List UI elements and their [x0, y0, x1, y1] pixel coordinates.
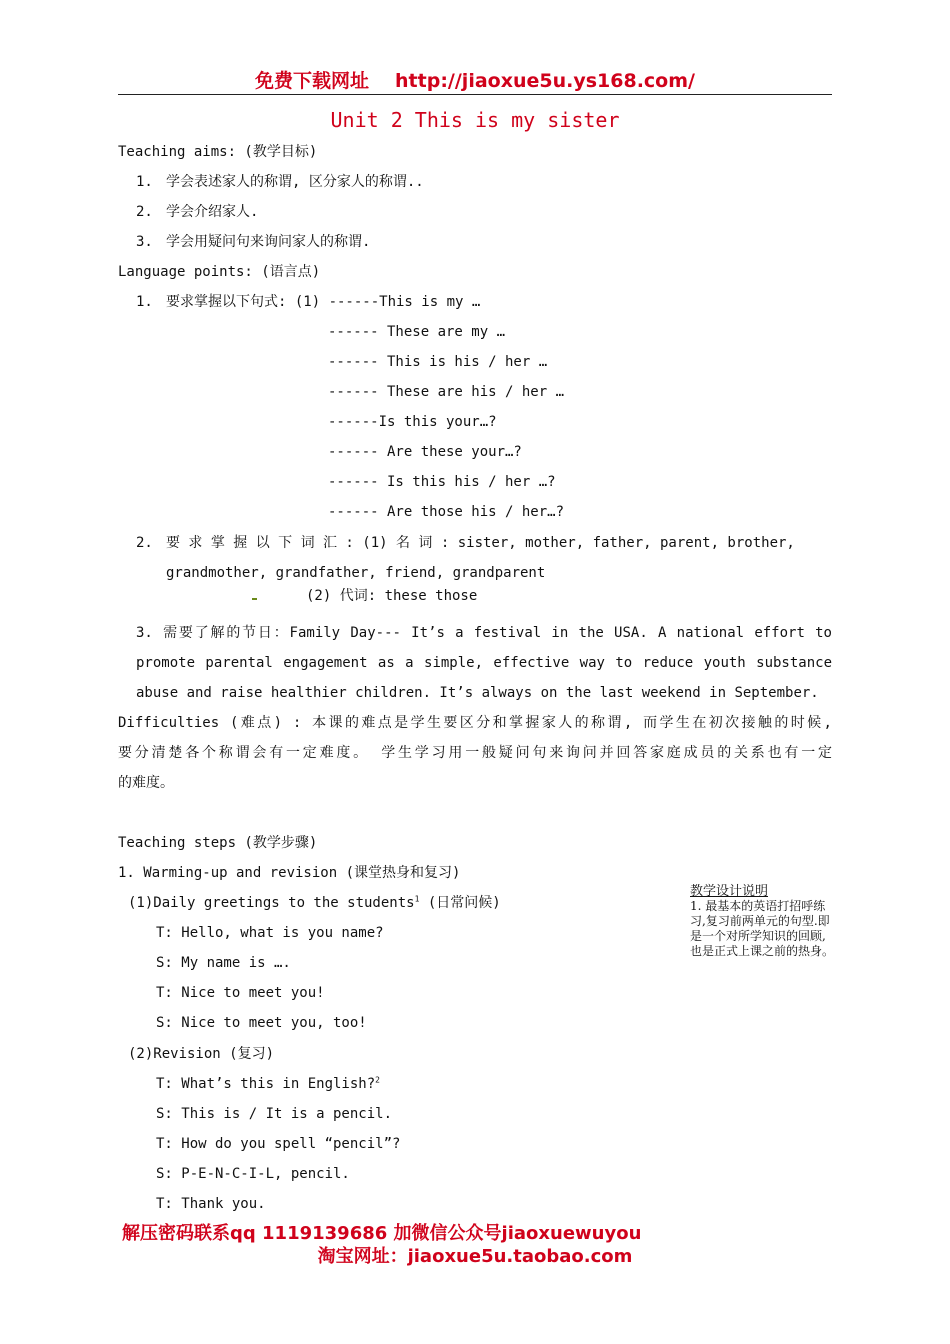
aims-item-3: 3. 学会用疑问句来询问家人的称谓. — [136, 234, 371, 250]
sub-revision: (2)Revision (复习) — [128, 1046, 275, 1062]
header-divider — [118, 94, 832, 95]
dialog-line: S: P-E-N-C-I-L, pencil. — [156, 1166, 350, 1182]
points-heading: Language points: (语言点) — [118, 264, 321, 280]
footer-shop-link[interactable]: 淘宝网址：jiaoxue5u.taobao.com — [317, 1246, 633, 1267]
aims-heading: Teaching aims: (教学目标) — [118, 144, 318, 160]
footer-contact: 解压密码联系qq 1119139686 加微信公众号jiaoxuewuyou — [122, 1223, 642, 1244]
page-title: Unit 2 This is my sister — [330, 108, 620, 132]
difficulties-line-3: 的难度。 — [118, 775, 174, 791]
header-label: 免费下载网址 — [255, 70, 370, 92]
dialog-line: S: This is / It is a pencil. — [156, 1106, 393, 1122]
header-url-link[interactable]: http://jiaoxue5u.ys168.com/ — [395, 70, 695, 92]
sidenote-title: 教学设计说明 — [690, 884, 769, 899]
aims-item-2: 2. 学会介绍家人. — [136, 204, 259, 220]
vocab-pronouns: (2) 代词: these those — [306, 588, 478, 604]
dialog-line: T: Nice to meet you! — [156, 985, 325, 1001]
footnote-mark: 2 — [375, 1075, 380, 1085]
dialog-line: T: Hello, what is you name? — [156, 925, 384, 941]
page-header — [0, 66, 950, 93]
festival-line-1: 3. 需要了解的节日：Family Day--- It’s a festival in the USA. A national effort to — [136, 625, 832, 641]
sentence-pattern: ------ Are those his / her…? — [328, 504, 565, 520]
step-warmup: 1. Warming-up and revision (课堂热身和复习) — [118, 865, 461, 881]
sentence-pattern: ------ This is his / her … — [328, 354, 548, 370]
dialog-line: S: My name is …. — [156, 955, 291, 971]
green-mark — [252, 598, 257, 600]
dialog-line: T: What’s this in English?$^2$ — [156, 1075, 380, 1092]
sentence-pattern: ------Is this your…? — [328, 414, 497, 430]
sentence-pattern: ------ Are these your…? — [328, 444, 522, 460]
vocab-nouns-cont: grandmother, grandfather, friend, grandparent — [166, 565, 546, 581]
difficulties-line-1: Difficulties (难点) : 本课的难点是学生要区分和掌握家人的称谓, 而学生在初次接触的时候, — [118, 715, 832, 731]
dialog-line: S: Nice to meet you, too! — [156, 1015, 367, 1031]
steps-heading: Teaching steps (教学步骤) — [118, 835, 318, 851]
points-item-2: 2. 要 求 掌 握 以 下 词 汇 : (1) 名 词 : sister, mother, father, parent, brother, — [136, 535, 795, 551]
sub-greetings: (1)Daily greetings to the students$^1$ (日常问候) — [128, 894, 501, 911]
sentence-pattern: ------ Is this his / her …? — [328, 474, 556, 490]
footnote-mark: 1 — [414, 894, 420, 904]
sentence-pattern: ------ These are his / her … — [328, 384, 565, 400]
sentence-pattern: ------ These are my … — [328, 324, 506, 340]
festival-line-3: abuse and raise healthier children. It’s always on the last weekend in September. — [136, 685, 819, 701]
sidenote-body: 1. 最基本的英语打招呼练习,复习前两单元的句型.即是一个对所学知识的回顾,也是正式上课之前的热身。 — [690, 899, 835, 958]
aims-item-1: 1. 学会表述家人的称谓, 区分家人的称谓.. — [136, 174, 424, 190]
dialog-line: T: How do you spell “pencil”? — [156, 1136, 401, 1152]
points-item-1: 1. 要求掌握以下句式: (1) ------This is my … — [136, 294, 481, 310]
dialog-line: T: Thank you. — [156, 1196, 266, 1212]
festival-line-2: promote parental engagement as a simple, effective way to reduce youth substance — [136, 655, 832, 671]
difficulties-line-2: 要分清楚各个称谓会有一定难度。 学生学习用一般疑问句来询问并回答家庭成员的关系也有一定 — [118, 745, 832, 761]
